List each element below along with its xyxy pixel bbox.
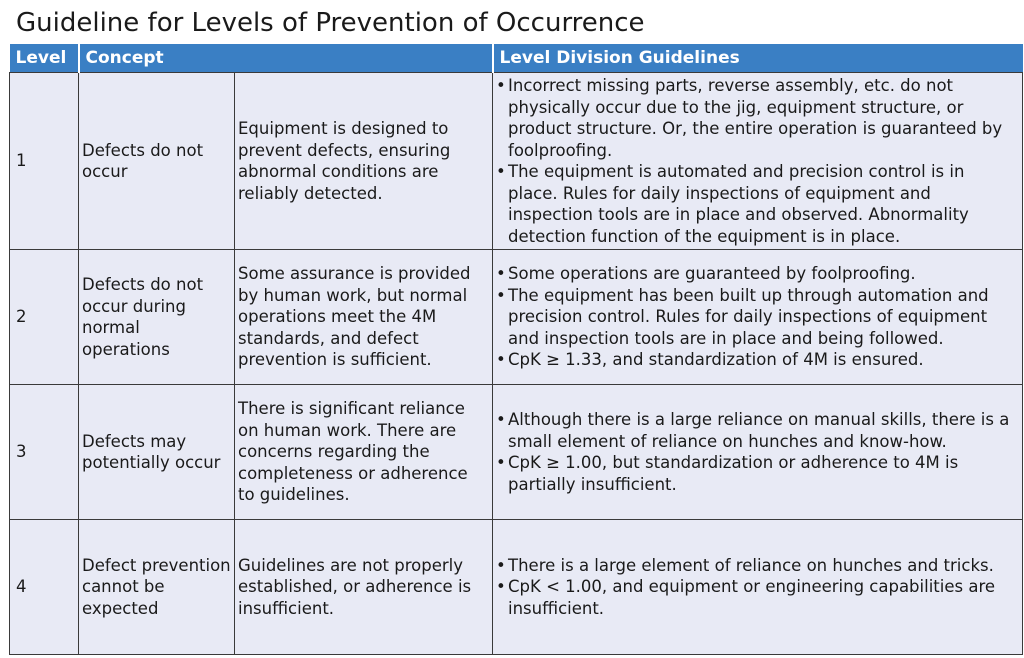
level-cell: 3 xyxy=(10,385,79,520)
table-row xyxy=(10,73,1023,250)
header-level: Level xyxy=(10,44,79,73)
concept-cell: Defects may potentially occur xyxy=(79,385,235,520)
guideline-item: • Some operations are guaranteed by foolproofing. xyxy=(496,263,1019,285)
guideline-list xyxy=(496,263,1019,371)
table-row xyxy=(10,250,1023,385)
level-cell: 2 xyxy=(10,250,79,385)
table-row xyxy=(10,520,1023,655)
guideline-item: • CpK < 1.00, and equipment or engineering capabilities are insufficient. xyxy=(496,576,1019,619)
page-title: Guideline for Levels of Prevention of Occurrence xyxy=(16,8,645,38)
concept-cell: Defects do not occur during normal operations xyxy=(79,250,235,385)
guidelines-cell xyxy=(493,250,1023,385)
guideline-item: • CpK ≥ 1.00, but standardization or adherence to 4M is partially insufficient. xyxy=(496,452,1019,495)
guideline-item: • The equipment is automated and precision control is in place. Rules for daily inspections of equipment and inspection tools are in place and observed. Abnormality detection function of the equipment is in place. xyxy=(496,161,1019,247)
description-cell: There is significant reliance on human work. There are concerns regarding the completeness or adherence to guidelines. xyxy=(235,385,493,520)
header-guidelines: Level Division Guidelines xyxy=(493,44,1023,73)
description-cell: Some assurance is provided by human work, but normal operations meet the 4M standards, and defect prevention is sufficient. xyxy=(235,250,493,385)
guidelines-cell xyxy=(493,520,1023,655)
level-cell: 4 xyxy=(10,520,79,655)
guideline-list xyxy=(496,75,1019,247)
description-cell: Equipment is designed to prevent defects, ensuring abnormal conditions are reliably detected. xyxy=(235,73,493,250)
guideline-item: • Although there is a large reliance on manual skills, there is a small element of reliance on hunches and know-how. xyxy=(496,409,1019,452)
guideline-item: • CpK ≥ 1.33, and standardization of 4M is ensured. xyxy=(496,349,1019,371)
guideline-table xyxy=(9,44,1023,655)
level-cell: 1 xyxy=(10,73,79,250)
header-concept: Concept xyxy=(79,44,493,73)
guideline-item: • There is a large element of reliance on hunches and tricks. xyxy=(496,555,1019,577)
table-row xyxy=(10,385,1023,520)
guidelines-cell xyxy=(493,73,1023,250)
guideline-item: • The equipment has been built up through automation and precision control. Rules for daily inspections of equipment and inspection tools are in place and being followed. xyxy=(496,285,1019,350)
description-cell: Guidelines are not properly established, or adherence is insufficient. xyxy=(235,520,493,655)
table-header-row xyxy=(10,44,1023,73)
guideline-list xyxy=(496,409,1019,495)
guideline-list xyxy=(496,555,1019,620)
guidelines-cell xyxy=(493,385,1023,520)
guideline-item: • Incorrect missing parts, reverse assembly, etc. do not physically occur due to the jig, equipment structure, or product structure. Or, the entire operation is guaranteed by foolproofing. xyxy=(496,75,1019,161)
concept-cell: Defects do not occur xyxy=(79,73,235,250)
concept-cell: Defect prevention cannot be expected xyxy=(79,520,235,655)
